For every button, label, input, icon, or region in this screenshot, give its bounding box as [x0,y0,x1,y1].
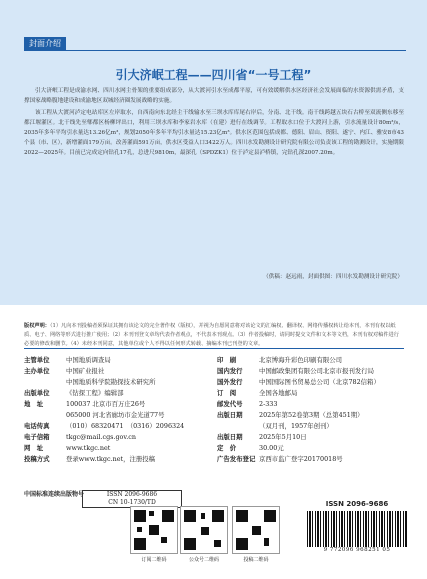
info-value: 中国矿业报社 [66,367,105,375]
info-key: 订 阅 [217,389,237,397]
info-key: 主管单位 [24,356,50,364]
info-value: 北京博海升彩色印刷有限公司 [259,356,343,364]
barcode-bars [307,511,407,547]
info-row [217,410,407,421]
qr-caption: 公众号二维码 [188,557,219,563]
info-row [24,399,204,410]
article-paragraph: 该工程从大渡河泸定电站库区左岸取水，自西南向东北经主干线输水至三坝水库库尾右岸后，分南、北干线。南干线跨越五块石古桥至双流侧东移至都江堰灌区。北干线先至郫都区杨柳坪出口，利用三坝水库和李家岩水库（在建）进行在线调节。工程取水口位于大渡河上游，引水流量设计80m³/s，2035年多年平均引水量达13.26亿m³，规划2050年多年平均引水量达15.23亿m³。供水区范围包括成都、德阳、眉山、资阳、遂宁、内江、雅安8市43个县（市、区），新增灌面179万亩。改善灌面591万亩，供水区受益人口3422万人。四川水发勘测设计研究院有限公司负责该工程的勘测设计，实施期限2022—2025年。目前已完成定向钻孔17孔，总进尺9810m，最深孔（SPDZK1）位于泸定县泸桥镇，完钻孔深2007.20m。 [24,110,404,156]
info-row [217,388,407,399]
serial-label: 中国标准连续出版物号 [24,491,85,498]
info-value: 2-333 [259,400,278,408]
info-row [217,366,407,377]
info-value: 中国邮政集团有限公司北京市报刊发行局 [259,367,375,375]
info-value: 2025年第52卷第3期（总第451期） [259,411,364,419]
notice-text: （1）凡向本刊投稿者须保证其拥有该论文的完全著作权（版权），并视为自愿同意将对该论文的汇编权、翻译权、网络传播权转让给本刊，本刊有权以纸质、电子、网络等形式进行推广使用；（2）本刊刊登文章均代表作者观点，不代表本刊观点。（3）作者投稿时，请同时提交文件和文本等文档，本刊有权对稿件进行必要的修改和删节。（4）未经本刊同意，其他单位或个人不得以任何形式转载、摘编本刊已刊登的文章。 [24,323,399,347]
info-row [24,355,204,366]
info-row [217,454,407,465]
qr-caption: 订阅二维码 [141,557,167,563]
info-row [24,454,204,465]
info-row [217,432,407,443]
article-title: 引大济岷工程——四川省“一号工程” [115,68,312,82]
info-row [24,410,204,421]
info-value: 100037 北京市百万庄26号 [66,400,146,408]
info-value: 京西市监广登字20170018号 [259,455,343,463]
barcode-number: 9 772096 968251 05 [323,547,391,553]
info-key: 广告发布登记 [217,455,256,463]
article-paragraph: 引大济岷工程是成渝水网、四川水网主骨架的重要组成部分，从大渡河引水至成都平原，可有效缓解供水区经济社会发展面临的水资源供需矛盾，支撑国家战略腹地建设和成渝地区双城经济圈发展战略的实施。 [24,88,404,104]
info-value: 中国国际图书贸易总公司（北京782信箱） [259,378,380,386]
barcode [307,500,407,560]
info-value: 065000 河北省廊坊市金光道77号 [66,411,165,419]
info-key: 出版日期 [217,433,243,441]
info-row [217,399,407,410]
info-key: 投稿方式 [24,455,50,463]
section-rule [66,50,406,51]
publisher-info-left [24,355,204,465]
info-value: 30.00元 [259,444,284,452]
info-value: 《钻探工程》编辑部 [66,389,124,397]
barcode-issn: ISSN 2096-9686 [325,500,389,508]
info-row [217,421,407,432]
info-row [24,432,204,443]
info-row [24,377,204,388]
info-row [24,366,204,377]
info-value: （双月刊，1957年创刊） [259,422,333,430]
info-key: 主办单位 [24,367,50,375]
publisher-info-right [217,355,407,465]
info-value: 中国地质科学院勘探技术研究所 [66,378,156,386]
info-key: 出版日期 [217,411,243,419]
info-row [24,421,204,432]
info-key: 国外发行 [217,378,243,386]
qr-caption: 投稿二维码 [243,557,269,563]
copyright-notice [24,322,404,349]
notice-label: 版权声明： [24,323,50,329]
info-value: 2025年5月10日 [259,433,307,441]
info-row [217,377,407,388]
wechat-qr-icon[interactable] [180,506,228,554]
info-key: 国内发行 [217,367,243,375]
submission-qr-icon[interactable] [232,506,280,554]
info-row [24,443,204,454]
website-link[interactable]: www.tkgc.net [66,444,111,452]
info-value: 中国地质调查局 [66,356,111,364]
info-row [24,388,204,399]
info-key [217,421,259,432]
divider [24,348,404,349]
section-tag: 封面介绍 [24,37,66,51]
info-key: 网 址 [24,444,44,452]
subscribe-qr-icon[interactable] [130,506,178,554]
info-key: 定 价 [217,444,237,452]
email-link[interactable]: tkgc@mail.cgs.gov.cn [66,433,136,441]
info-key: 电话传真 [24,422,50,430]
info-key: 地 址 [24,400,44,408]
info-value: 登录www.tkgc.net，注册投稿 [66,455,156,463]
info-key: 邮发代号 [217,400,243,408]
article-body [24,86,404,160]
info-row [217,443,407,454]
issn-number: ISSN 2096-9686 [106,491,158,498]
info-key: 印 刷 [217,356,237,364]
info-key: 电子信箱 [24,433,50,441]
info-key [24,410,66,421]
info-key: 出版单位 [24,389,50,397]
cn-number: CN 10-1730/TD [108,499,156,506]
info-value: 全国各地邮局 [259,389,298,397]
info-key [24,377,66,388]
info-row [217,355,407,366]
article-credit: （供稿：赵远雨，封面供图：四川水发勘测设计研究院） [263,274,403,280]
info-value: （010）68320471 （0316）2096324 [66,422,185,430]
